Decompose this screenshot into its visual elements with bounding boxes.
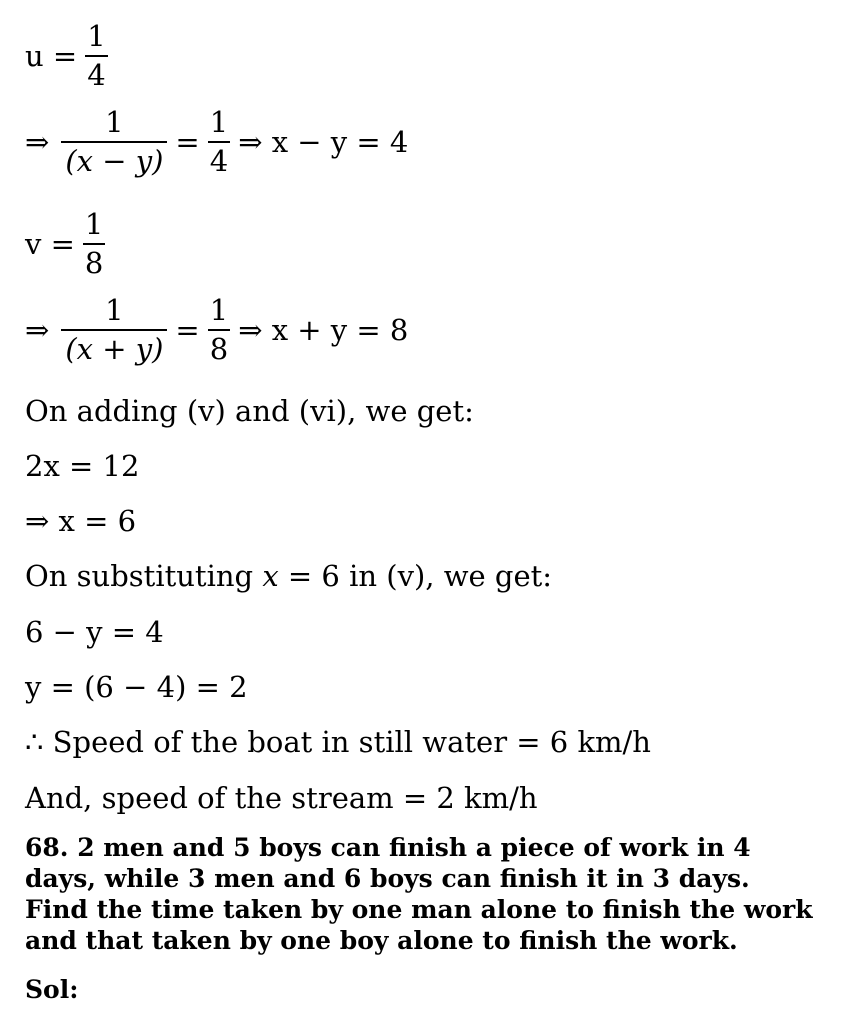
- x-minus-y-equation: [25, 105, 409, 178]
- problem-line: Find the time taken by one man alone to finish the work: [25, 895, 813, 924]
- fraction-denominator: 8: [208, 329, 230, 364]
- v-fraction-denominator: 8: [83, 243, 105, 278]
- eighth-fraction: [208, 293, 230, 366]
- adding-line: On adding (v) and (vi), we get:: [25, 394, 474, 428]
- v-lhs: v =: [25, 226, 75, 261]
- equals-sign: =: [175, 124, 200, 159]
- v-equation: [25, 207, 113, 280]
- two-x-line: 2x = 12: [25, 449, 140, 483]
- u-fraction-denominator: 4: [85, 55, 107, 90]
- x-value-line: ⇒ x = 6: [25, 504, 137, 538]
- x-minus-y-result: ⇒ x − y = 4: [238, 124, 409, 159]
- v-fraction: [83, 207, 105, 280]
- u-fraction: [85, 19, 107, 92]
- substituting-rest: = 6 in (v), we get:: [278, 559, 553, 593]
- implies-arrow: ⇒: [25, 312, 50, 347]
- substituting-text: On substituting: [25, 559, 263, 593]
- substituting-line: [25, 559, 553, 593]
- x-minus-y-fraction: [61, 105, 167, 178]
- problem-line: days, while 3 men and 6 boys can finish it in 3 days.: [25, 864, 750, 893]
- u-equation: [25, 19, 116, 92]
- fraction-denominator: 4: [208, 141, 230, 176]
- v-fraction-numerator: 1: [84, 207, 104, 241]
- substituting-variable: x: [262, 559, 279, 593]
- boat-speed-line: ∴ Speed of the boat in still water = 6 km/h: [25, 725, 651, 759]
- problem-68: [25, 832, 825, 956]
- y-value-line: y = (6 − 4) = 2: [25, 670, 248, 704]
- problem-line: 68. 2 men and 5 boys can finish a piece of work in 4: [25, 833, 751, 862]
- problem-line: and that taken by one boy alone to finish the work.: [25, 926, 738, 955]
- fraction-numerator: 1: [105, 105, 124, 139]
- fraction-denominator: (x − y): [61, 141, 167, 176]
- fraction-numerator: 1: [209, 293, 229, 327]
- x-plus-y-fraction: [61, 293, 167, 366]
- u-fraction-numerator: 1: [87, 19, 106, 53]
- six-minus-y-line: 6 − y = 4: [25, 615, 164, 649]
- x-plus-y-equation: [25, 293, 409, 366]
- implies-arrow: ⇒: [25, 124, 50, 159]
- solution-label: Sol:: [25, 975, 79, 1004]
- fraction-denominator: (x + y): [61, 329, 167, 364]
- x-plus-y-result: ⇒ x + y = 8: [238, 312, 409, 347]
- fraction-numerator: 1: [209, 105, 229, 139]
- fraction-numerator: 1: [105, 293, 124, 327]
- quarter-fraction: [208, 105, 230, 178]
- stream-speed-line: And, speed of the stream = 2 km/h: [25, 781, 538, 815]
- equals-sign: =: [175, 312, 200, 347]
- u-lhs: u =: [25, 38, 78, 73]
